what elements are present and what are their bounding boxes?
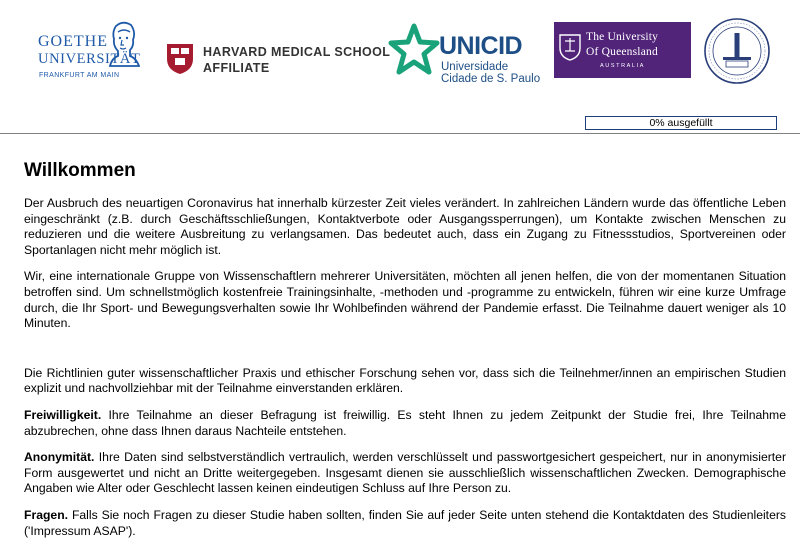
goethe-university-logo xyxy=(38,20,140,82)
uq-logo-line3: AUSTRALIA xyxy=(600,63,645,69)
uq-logo-line1: The University xyxy=(586,31,659,43)
unicid-logo-line2: Cidade de S. Paulo xyxy=(441,73,541,85)
harvard-logo-line1: HARVARD MEDICAL SCHOOL xyxy=(203,45,391,59)
voluntary-paragraph xyxy=(24,408,786,439)
uq-crest-icon xyxy=(559,34,581,61)
university-of-queensland-logo xyxy=(554,22,691,78)
survey-progress-bar xyxy=(585,116,777,130)
page-title: Willkommen xyxy=(24,160,136,181)
intro-paragraph-1: Der Ausbruch des neuartigen Coronavirus hat innerhalb kürzester Zeit vieles verändert. In zahlreichen Ländern wurde das öffentliche Leben eingeschränkt (z.B. durch Geschäftsschließungen, Kontaktverbote oder Ausgangssperrungen), um Kontakte zwischen Menschen zu reduzieren und die weitere Ausbreitung zu verlangsamen. Das bedeutet auch, dass ein Zugang zu Fitnessstudios, Sportvereinen oder Sportanlagen nicht mehr möglich ist. xyxy=(24,196,786,257)
unicid-logo-name: UNICID xyxy=(439,32,523,60)
logo-bar xyxy=(0,0,800,100)
unicid-star-icon xyxy=(388,22,440,78)
goethe-logo-line2: UNIVERSITÄT xyxy=(38,51,141,67)
guidelines-paragraph: Die Richtlinien guter wissenschaftlicher Praxis und ethischer Forschung sehen vor, dass sich die Teilnehmer/innen an empirischen Studien explizit und nachvollziehbar mit der Teilnahme einverstanden erklären. xyxy=(24,365,786,396)
anonymity-label: Anonymität. xyxy=(24,450,95,465)
progress-label: 0% ausgefüllt xyxy=(649,117,713,129)
harvard-shield-icon xyxy=(166,43,194,75)
questions-text: Falls Sie noch Fragen zu dieser Studie haben sollten, finden Sie auf jeder Seite unten stehend die Kontaktdaten des Studienleiters ('Impressum ASAP'). xyxy=(24,507,786,538)
unicid-logo-subtitle xyxy=(441,61,540,85)
foro-italico-seal-icon xyxy=(703,17,771,85)
voluntary-text: Ihre Teilnahme an dieser Befragung ist freiwillig. Es steht Ihnen zu jedem Zeitpunkt der Studie frei, Ihre Teilnahme abzubrechen, ohne dass Ihnen daraus Nachteile entstehen. xyxy=(24,407,786,438)
goethe-portrait-icon xyxy=(106,20,140,68)
goethe-logo-line1: GOETHE xyxy=(38,33,108,50)
header-divider xyxy=(0,133,800,134)
anonymity-text: Ihre Daten sind selbstverständlich vertraulich, werden verschlüsselt und passwortgesichert gespeichert, nur in anonymisierter Form ausgewertet und nicht an Dritte weitergegeben. Insgesamt dienen sie ausschließlich wissenschaftlichen Zwecken. Demographische Angaben wie Alter oder Geschlecht lassen keinen eindeutigen Schluss auf Ihre Person zu. xyxy=(24,450,786,496)
unicid-logo-line1: Universidade xyxy=(441,61,509,73)
anonymity-paragraph xyxy=(24,450,786,497)
unicid-logo xyxy=(388,22,541,90)
harvard-medical-school-logo xyxy=(166,43,391,83)
intro-paragraph-2: Wir, eine internationale Gruppe von Wissenschaftlern mehrerer Universitäten, möchten all jenen helfen, die von der momentanen Situation betroffen sind. Um schnellstmöglich kostenfreie Trainingsinhalte, -methoden und -programme zu entwickeln, führen wir eine kurze Umfrage durch, die Ihr Sport- und Bewegungsverhalten sowie Ihr Wohlbefinden während der Pandemie erfasst. Die Teilnahme dauert weniger als 10 Minuten. xyxy=(24,269,786,331)
uq-logo-line2: Of Queensland xyxy=(586,46,658,58)
harvard-logo-line2: AFFILIATE xyxy=(203,61,270,75)
questions-label: Fragen. xyxy=(24,507,69,522)
goethe-logo-line3: FRANKFURT AM MAIN xyxy=(39,72,120,79)
welcome-content xyxy=(24,160,786,550)
voluntary-label: Freiwilligkeit. xyxy=(24,407,102,422)
questions-paragraph xyxy=(24,508,786,539)
